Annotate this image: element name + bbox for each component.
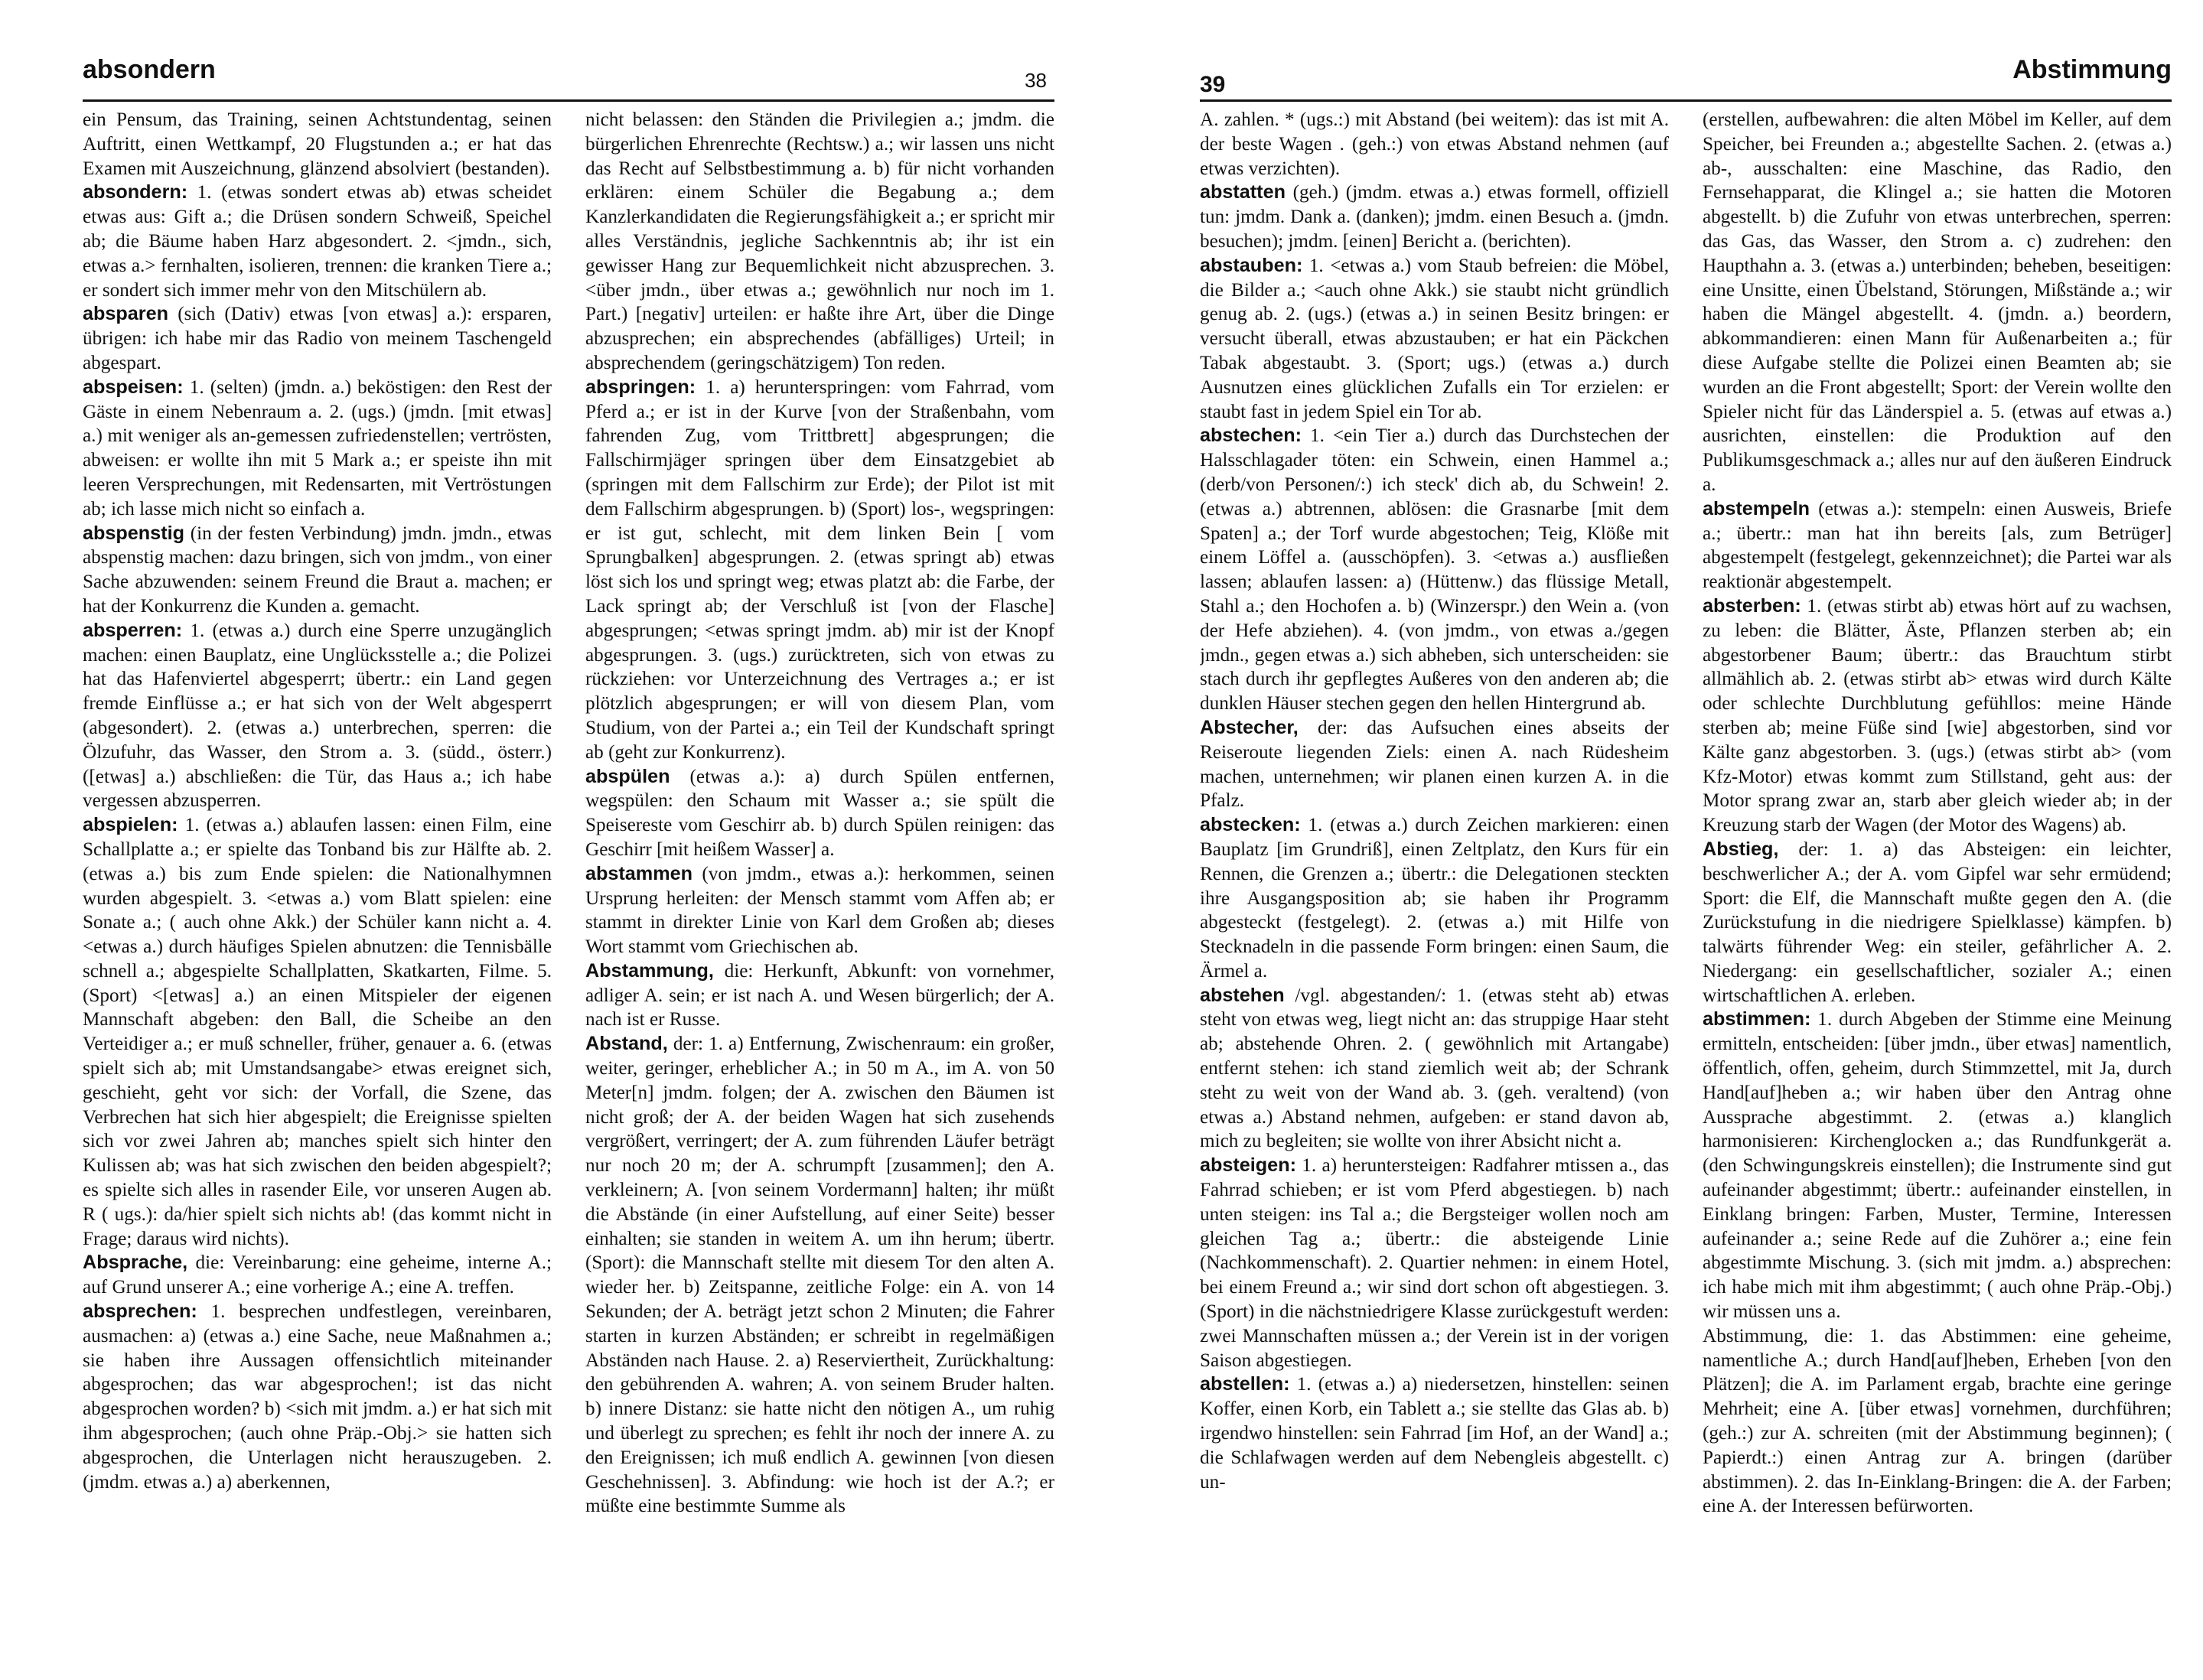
entry-headword: Abstieg, xyxy=(1703,838,1779,860)
entry-headword: Abstecher, xyxy=(1200,716,1299,738)
left-head-word: absondern xyxy=(83,55,216,84)
right-page xyxy=(1200,46,2172,1637)
entry-headword: abstehen xyxy=(1200,984,1285,1006)
entry-text: nicht belassen: den Ständen die Privilegien a.; jmdm. die bürgerlichen Ehrenrechte (Rechtsw.) a.; wir lassen uns nicht das Recht auf Selbstbestimmung a. b) für nicht vorhanden erklären: einem Schüler die Begabung a.; dem Kanzlerkandidaten die Regierungsfähigkeit a.; er spricht mir alles Verständnis, jegliche Sachkenntnis ab; ihr ist ein gewisser Hang zur Bequemlichkeit nicht abzusprechen. 3. <über jmdn., über etwas a.; gewöhnlich nur noch im 1. Part.) [negativ] urteilen: er haßte ihre Art, über die Dinge abzusprechen; ein absprechendes (abfälliges) Urteil; in absprechendem (geringschätzigem) Ton reden. xyxy=(585,109,1054,373)
dictionary-entry xyxy=(83,522,552,619)
dictionary-entry xyxy=(1200,716,1669,813)
entry-headword: abstimmen: xyxy=(1703,1008,1811,1030)
entry-text: ein Pensum, das Training, seinen Achtstundentag, seinen Auftritt, einen Wettkampf, 20 Flugstunden a.; er hat das Examen mit Auszeichnung, glänzend absolviert (bestanden). xyxy=(83,109,552,179)
dictionary-entry xyxy=(83,108,552,181)
dictionary-entry xyxy=(83,813,552,1251)
entry-text: 1. (etwas stirbt ab) etwas hört auf zu wachsen, zu leben: die Blätter, Äste, Pflanzen sterben ab; ein abgestorbener Baum; übertr.: das Brauchtum stirbt allmählich ab. 2. (etwas stirbt ab> etwas wird durch Kälte oder schlechte Durchblutung gefühllos: meine Hände sterben ab; meine Füße sind [wie] abgestorben, sind vor Kälte ganz abgestorben. 3. (ugs.) (etwas stirbt ab> (vom Kfz-Motor) etwas kommt zum Stillstand, geht aus: der Motor sprang zwar an, starb aber gleich wieder ab; in der Kreuzung starb der Wagen (der Motor des Wagens) ab. xyxy=(1703,595,2172,836)
entry-text: die: Herkunft, Abkunft: von vornehmer, adliger A. sein; er ist nach A. und Wesen bürgerlich; der A. nach ist er Russe. xyxy=(585,960,1054,1030)
dictionary-entry xyxy=(1703,594,2172,838)
dictionary-entry xyxy=(1703,838,2172,1008)
entry-text: A. zahlen. * (ugs.:) mit Abstand (bei weitem): das ist mit A. der beste Wagen . (geh.:) von etwas Abstand nehmen (auf etwas verzichten). xyxy=(1200,109,1669,179)
entry-headword: absperren: xyxy=(83,619,183,641)
entry-text: (etwas a.): stempeln: einen Ausweis, Briefe a.; übertr.: man hat ihn bereits [als, zum Betrüger] abgestempelt (festgelegt, gekennzeichnet); die Partei war als reaktionär abgestempelt. xyxy=(1703,498,2172,593)
entry-text: 1. besprechen undfestlegen, vereinbaren, ausmachen: a) (etwas a.) eine Sache, neue Maßnahmen a.; sie haben ihre Aussagen offensichtlich miteinander abgesprochen; das war abgesprochen!; ist das nicht abgesprochen worden? b) <sich mit jmdm. a.) er hat sich mit ihm abgesprochen; (auch ohne Präp.-Obj.> sie hatten sich abgesprochen, die Unterlagen nicht herauszugeben. 2. (jmdm. etwas a.) a) aberkennen, xyxy=(83,1301,552,1493)
dictionary-entry xyxy=(585,376,1054,765)
entry-headword: abstechen: xyxy=(1200,425,1302,447)
dictionary-entry xyxy=(83,1251,552,1300)
entry-headword: absteigen: xyxy=(1200,1154,1296,1177)
entry-text: die: Vereinbarung: eine geheime, interne A.; auf Grund unserer A.; eine vorherige A.; eine A. treffen. xyxy=(83,1252,552,1298)
entry-text: (sich (Dativ) etwas [von etwas] a.): ersparen, übrigen: ich habe mir das Radio von meinem Taschengeld abgespart. xyxy=(83,304,552,373)
dictionary-entry xyxy=(1703,497,2172,594)
dictionary-entry xyxy=(1703,108,2172,497)
entry-text: 1. <ein Tier a.) durch das Durchstechen der Halsschlagader töten: ein Schwein, einen Hammel a.; (derb/von Personen/:) ich steck' dich ab, du Schwein! 2. (etwas a.) abtrennen, ablösen: die Grasnarbe [mit dem Spaten] a.; der Torf wurde abgestochen; Teig, Klöße mit einem Löffel a. (ausschöpfen). 3. <etwas a.) ausfließen lassen; ablaufen lassen: a) (Hüttenw.) das flüssige Metall, Stahl a.; den Hochofen a. b) (Winzerspr.) den Wein a. (von der Hefe abziehen). 4. (von jmdm., von etwas a./gegen jmdn., gegen etwas a.) sich abheben, sich unterscheiden: sie stach durch ihr gepflegtes Außeres von den anderen ab; die dunklen Häuser stechen gegen den hellen Hintergrund ab. xyxy=(1200,425,1669,715)
dictionary-entry xyxy=(1200,1154,1669,1372)
entry-text: (in der festen Verbindung) jmdn. jmdn., etwas abspenstig machen: dazu bringen, sich von jmdm., von einer Sache abzuwenden: seinem Freund die Braut a. machen; er hat der Konkurrenz die Kunden a. gemacht. xyxy=(83,523,552,617)
right-column-1 xyxy=(1200,108,1669,1623)
left-column-1 xyxy=(83,108,552,1623)
left-columns xyxy=(83,108,1054,1623)
entry-headword: absprechen: xyxy=(83,1301,197,1323)
entry-text: /vgl. abgestanden/: 1. (etwas steht ab) etwas steht von etwas weg, liegt nicht an: das struppige Haar steht ab; abstehende Ohren. 2. ( gewöhnlich mit Artangabe) entfernt stehen: ich stand ziemlich weit ab; der Schrank steht zu weit von der Wand ab. 3. (geh. veraltend) (von etwas a.) Abstand nehmen, aufgeben: er stand davon ab, mich zu begleiten; sie wollte von ihrer Absicht nicht a. xyxy=(1200,985,1669,1152)
dictionary-entry xyxy=(83,1300,552,1494)
left-page-header xyxy=(83,46,1054,102)
dictionary-entry xyxy=(1703,1008,2172,1323)
left-page-number: 38 xyxy=(1025,69,1047,92)
dictionary-entry xyxy=(585,959,1054,1032)
entry-headword: abstecken: xyxy=(1200,814,1301,836)
entry-text: (etwas a.): a) durch Spülen entfernen, wegspülen: den Schaum mit Wasser a.; sie spült die Speisereste vom Geschirr ab. b) durch Spülen reinigen: das Geschirr [mit heißem Wasser] a. xyxy=(585,766,1054,860)
entry-headword: abspenstig xyxy=(83,522,184,544)
entry-headword: absondern: xyxy=(83,181,188,203)
dictionary-entry xyxy=(585,108,1054,376)
dictionary-entry xyxy=(585,1032,1054,1519)
entry-text: 1. durch Abgeben der Stimme eine Meinung ermitteln, entscheiden: [über jmdn., über etwas] namentlich, öffentlich, offen, geheim, durch Stimmzettel, mit Ja, durch Hand[auf]heben a.; wir haben über den Antrag ohne Aussprache abgestimmt. 2. (etwas a.) klanglich harmonisieren: Kirchenglocken a.; das Rundfunkgerät a. (den Schwingungskreis einstellen); die Instrumente sind gut aufeinander abgestimmt; übertr.: aufeinander einstellen, in Einklang bringen: Farben, Muster, Termine, Interessen aufeinander a.; seine Rede auf die Zuhörer a.; eine fein abgestimmte Mischung. 3. (sich mit jmdm. a.) absprechen: ich habe mich mit ihm abgestimmt; ( auch ohne Präp.-Obj.) wir müssen uns a. xyxy=(1703,1009,2172,1323)
dictionary-entry xyxy=(1200,254,1669,425)
dictionary-entry xyxy=(1200,424,1669,716)
dictionary-entry xyxy=(1200,984,1669,1154)
dictionary-entry xyxy=(1703,1324,2172,1519)
entry-headword: abspielen: xyxy=(83,814,178,836)
entry-text: (von jmdm., etwas a.): herkommen, seinen Ursprung herleiten: der Mensch stammt vom Affen ab; er stammt in direkter Linie von Karl dem Großen ab; dieses Wort stammt vom Griechischen ab. xyxy=(585,863,1054,958)
entry-text: 1. a) heruntersteigen: Radfahrer mtissen a., das Fahrrad schieben; er ist vom Pferd abgestiegen. b) nach unten steigen: ins Tal a.; die Bergsteiger wollen noch am gleichen Tag a.; übertr.: die absteigende Linie (Nachkommenschaft). 2. Quartier nehmen: in einem Hotel, bei einem Freund a.; wir sind dort schon oft abgestiegen. 3. (Sport) in die nächstniedrigere Klasse zurückgestuft werden: zwei Mannschaften müssen a.; der Verein ist in der vorigen Saison abgestiegen. xyxy=(1200,1155,1669,1371)
dictionary-entry xyxy=(83,619,552,813)
entry-text: 1. (etwas a.) durch eine Sperre unzugänglich machen: einen Bauplatz, eine Unglücksstelle a.; die Polizei hat das Hafenviertel abgesperrt; übertr.: ein Land gegen fremde Einflüsse a.; er hat sich von der Welt abgesperrt (abgesondert). 2. (etwas a.) unterbrechen, sperren: die Ölzufuhr, das Wasser, den Strom a. 3. (südd., österr.) ([etwas] a.) abschließen: die Tür, das Haus a.; ich habe vergessen abzusperren. xyxy=(83,620,552,812)
entry-headword: absparen xyxy=(83,303,168,325)
entry-headword: abstellen: xyxy=(1200,1373,1290,1395)
dictionary-entry xyxy=(1200,1372,1669,1494)
entry-text: der: 1. a) das Absteigen: ein leichter, beschwerlicher A.; der A. vom Gipfel war sehr ermüdend; Sport: die Elf, die Mannschaft mußte gegen den A. (die Zurückstufung in die niedrigere Spielklasse) kämpfen. b) talwärts führender Weg: ein steiler, gefährlicher A. 2. Niedergang: ein gesellschaftlicher, sozialer A.; einen wirtschaftlichen A. erleben. xyxy=(1703,838,2172,1006)
entry-headword: abstauben: xyxy=(1200,254,1303,276)
entry-text: der: 1. a) Entfernung, Zwischenraum: ein großer, weiter, geringer, erheblicher A.; in 50 m A., im A. von 50 Meter[n] jmdm. folgen; der A. zwischen den Bäumen ist nicht groß; der A. der beiden Wagen hat sich zusehends vergrößert, verringert; der A. zum führenden Läufer beträgt nur noch 20 m; der A. schrumpft [zusammen]; den A. verkleinern; A. [von seinem Vordermann] halten; ihr müßt die Abstände (in einer Aufstellung, auf einer Seite) besser einhalten; sie standen in weitem A. um ihn herum; übertr. (Sport): die Mannschaft stellte mit diesem Tor den alten A. wieder her. b) Zeitspanne, zeitliche Folge: ein A. von 14 Sekunden; der A. beträgt jetzt schon 2 Minuten; die Fahrer starten in kurzen Abständen; er schreibt in regelmäßigen Abständen nach Hause. 2. a) Reserviertheit, Zurückhaltung: den gebührenden A. wahren; A. von seinem Bruder halten. b) innere Distanz: sie hatte nicht den nötigen A., um ruhig und überlegt zu sprechen; es fehlt ihr noch der innere A. zu den Ereignissen; ich muß endlich A. gewinnen [von diesen Geschehnissen]. 3. Abfindung: wie hoch ist der A.?; er müßte eine bestimmte Summe als xyxy=(585,1034,1054,1517)
entry-text: der: das Aufsuchen eines abseits der Reiseroute liegenden Ziels: einen A. nach Rüdesheim machen, unternehmen; wir planen einen kurzen A. in die Pfalz. xyxy=(1200,717,1669,812)
entry-headword: absterben: xyxy=(1703,594,1801,617)
entry-headword: abstammen xyxy=(585,862,693,884)
entry-headword: Abstammung, xyxy=(585,959,714,982)
entry-text: Abstimmung, die: 1. das Abstimmen: eine geheime, namentliche A.; durch Hand[auf]heben, Erheben [von den Plätzen]; die A. im Parlament ergab, brachte eine geringe Mehrheit; eine A. [über etwas] vornehmen, durchführen; (geh.:) zur A. schreiten (mit der Abstimmung beginnen); ( Papierdt.:) einen Antrag zur A. bringen (darüber abstimmen). 2. das In-Einklang-Bringen: die A. der Farben; eine A. der Interessen befürworten. xyxy=(1703,1325,2172,1517)
dictionary-entry xyxy=(83,376,552,522)
dictionary-entry xyxy=(83,181,552,302)
right-head-word: Abstimmung xyxy=(2012,55,2172,84)
entry-text: 1. (selten) (jmdn. a.) beköstigen: den Rest der Gäste in einem Nebenraum a. 2. (ugs.) (jmdn. [mit etwas] a.) mit weniger als an-gemessen zufriedenstellen; vertrösten, abweisen: er wollte ihn mit 5 Mark a.; er speiste ihn mit leeren Versprechungen, mit Redensarten, mit Vertröstungen ab; ich lasse mich nicht so einfach a. xyxy=(83,376,552,519)
entry-headword: abspringen: xyxy=(585,376,696,398)
entry-headword: abspülen xyxy=(585,765,670,787)
entry-text: 1. (etwas a.) ablaufen lassen: einen Film, eine Schallplatte a.; er spielte das Tonband bis zur Hälfte ab. 2. (etwas a.) bis zum Ende spielen: die Nationalhymnen wurden abgespielt. 3. <etwas a.) vom Blatt spielen: eine Sonate a.; ( auch ohne Akk.) der Schüler kann nicht a. 4. <etwas a.) durch häufiges Spielen abnutzen: die Tennisbälle schnell a.; abgespielte Schallplatten, Skatkarten, Filme. 5. (Sport) <[etwas] a.) an einen Mitspieler der eigenen Mannschaft abgeben: den Ball, die Scheibe an den Verteidiger a.; er muß schneller, früher, genauer a. 6. (etwas spielt sich ab; mit Umstandsangabe> etwas ereignet sich, geschieht, geht vor sich: der Vorfall, die Szene, das Verbrechen hat sich hier abgespielt; die Ereignisse spielten sich vor zwei Jahren ab; manches spielt sich hinter den Kulissen ab; was hat sich zwischen den beiden abgespielt?; es spielte sich alles in rasender Eile, vor unseren Augen ab. R ( ugs.): da/hier spielt sich nichts ab! (das kommt nicht in Frage; daraus wird nichts). xyxy=(83,815,552,1249)
entry-headword: abstempeln xyxy=(1703,497,1810,519)
right-column-2 xyxy=(1703,108,2172,1623)
entry-text: 1. (etwas a.) a) niedersetzen, hinstellen: seinen Koffer, einen Korb, ein Tablett a.; sie stellte das Glas ab. b) irgendwo hinstellen: sein Fahrrad [im Hof, an der Wand] a.; die Schlafwagen werden auf dem Nebengleis abgestellt. c) un- xyxy=(1200,1374,1669,1493)
right-page-number: 39 xyxy=(1200,72,1226,97)
left-page xyxy=(83,46,1054,1637)
entry-text: 1. <etwas a.) vom Staub befreien: die Möbel, die Bilder a.; <auch ohne Akk.) sie staubt nicht gründlich genug ab. 2. (ugs.) (etwas a.) in seinen Besitz bringen: er versucht überall, etwas abzustauben; er hat ein Päckchen Tabak abgestaubt. 3. (Sport; ugs.) (etwas a.) durch Ausnutzen eines glücklichen Zufalls ein Tor erzielen: er staubt fast in jedem Spiel ein Tor ab. xyxy=(1200,255,1669,422)
dictionary-entry xyxy=(1200,181,1669,253)
entry-text: (erstellen, aufbewahren: die alten Möbel im Keller, auf dem Speicher, bei Freunden a.; abgestellte Sachen. 2. (etwas a.) ab-, ausschalten: eine Maschine, das Radio, den Fernsehapparat, die Klingel a.; sie hatten die Motoren abgestellt. b) die Zufuhr von etwas unterbrechen, sperren: das Gas, das Wasser, den Strom a. c) zudrehen: den Haupthahn a. 3. (etwas a.) unterbinden; beheben, beseitigen: eine Unsitte, einen Übelstand, Störungen, Mißstände a.; wir haben die Mängel abgestellt. 4. (jmdn. a.) beordern, abkommandieren: einen Mann für Außenarbeiten a.; für diese Aufgabe stellte die Polizei einen Beamten ab; sie wurden an die Front abgestellt; Sport: der Verein wollte den Spieler nicht für das Länderspiel a. 5. (etwas auf etwas a.) ausrichten, einstellen: die Produktion auf den Publikumsgeschmack a.; alles nur auf den äußeren Eindruck a. xyxy=(1703,109,2172,495)
left-column-2 xyxy=(585,108,1054,1623)
entry-text: 1. a) herunterspringen: vom Fahrrad, vom Pferd a.; er ist in der Kurve [von der Straßenbahn, vom fahrenden Zug, vom Trittbrett] abgesprungen; die Fallschirmjäger springen über dem Einsatzgebiet ab (springen mit dem Fallschirm zur Erde); der Pilot ist mit dem Fallschirm abgesprungen. b) (Sport) los-, wegspringen: er ist gut, schlecht, mit dem linken Bein [ vom Sprungbalken] abgesprungen. 2. (etwas springt ab) etwas löst sich los und springt weg; etwas platzt ab: die Farbe, der Lack springt ab; der Verschluß ist [von der Flasche] abgesprungen; <etwas springt jmdm. ab) mir ist der Knopf abgesprungen. 3. (ugs.) zurücktreten, sich von etwas zu rückziehen: vor Unterzeichnung des Vertrages a.; er ist plötzlich abgesprungen; er will von diesem Plan, vom Studium, von der Partei a.; ein Teil der Kundschaft springt ab (geht zur Konkurrenz). xyxy=(585,376,1054,763)
dictionary-entry xyxy=(585,765,1054,862)
entry-text: (geh.) (jmdm. etwas a.) etwas formell, offiziell tun: jmdm. Dank a. (danken); jmdm. einen Besuch a. (jmdn. besuchen); jmdm. [einen] Bericht a. (berichten). xyxy=(1200,182,1669,252)
right-page-header xyxy=(1200,46,2172,102)
entry-headword: Abstand, xyxy=(585,1033,668,1055)
entry-headword: abspeisen: xyxy=(83,376,184,398)
right-columns xyxy=(1200,108,2172,1623)
entry-text: 1. (etwas sondert etwas ab) etwas scheidet etwas aus: Gift a.; die Drüsen sondern Schweiß, Speichel ab; die Bäume haben Harz abgesondert. 2. <jmdn., sich, etwas a.> fernhalten, isolieren, trennen: die kranken Tiere a.; er sondert sich immer mehr von den Mitschülern ab. xyxy=(83,182,552,301)
entry-headword: Absprache, xyxy=(83,1252,188,1274)
dictionary-entry xyxy=(83,302,552,375)
entry-text: 1. (etwas a.) durch Zeichen markieren: einen Bauplatz [im Grundriß], einen Zeltplatz, den Kurs für ein Rennen, die Grenzen a.; übertr.: die Delegationen steckten ihre Ausgangsposition ab; sie haben ihr Programm abgesteckt (festgelegt). 2. (etwas a.) mit Hilfe von Stecknadeln in die passende Form bringen: einen Saum, die Ärmel a. xyxy=(1200,815,1669,982)
entry-headword: abstatten xyxy=(1200,181,1286,203)
dictionary-entry xyxy=(1200,813,1669,984)
dictionary-entry xyxy=(585,862,1054,959)
dictionary-entry xyxy=(1200,108,1669,181)
